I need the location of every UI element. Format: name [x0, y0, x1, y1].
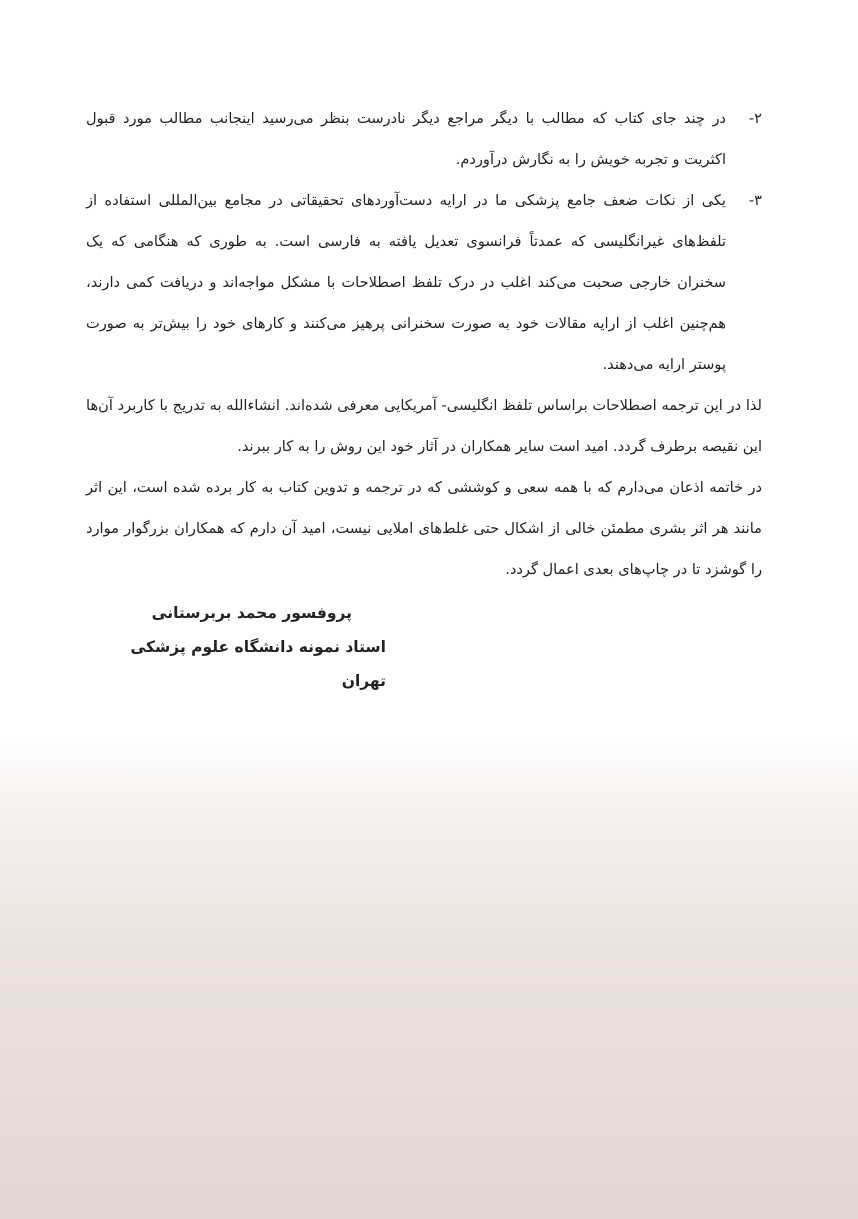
signature-title: استاد نمونه دانشگاه علوم پزشکی تهران — [130, 638, 386, 690]
list-item-number: ۲- — [748, 110, 762, 127]
signature-block — [126, 596, 386, 698]
paragraph: لذا در این ترجمه اصطلاحات براساس تلفظ انگلیسی- آمریکایی معرفی شده‌اند. انشاءالله به تدریج با کاربرد آن‌ها این نقیصه برطرف گردد. امید است سایر همکاران در آثار خود این روش را به کار ببرند. — [86, 397, 762, 455]
list-item-number: ۳- — [748, 192, 762, 209]
body-text — [86, 98, 762, 590]
list-item — [86, 180, 762, 385]
list-item — [86, 98, 762, 180]
paragraph: در خاتمه اذعان می‌دارم که با همه سعی و کوششی که در ترجمه و تدوین کتاب به کار برده شده است، این اثر مانند هر اثر بشری مطمئن خالی از اشکال حتی غلط‌های املایی نیست، امید آن دارم که همکاران بزرگوار موارد را گوشزد تا در چاپ‌های بعدی اعمال گردد. — [86, 479, 762, 578]
signature-name: پروفسور محمد بربرستانی — [151, 604, 352, 622]
list-item-text: یکی از نکات ضعف جامع پزشکی ما در ارایه دست‌آوردهای تحقیقاتی در مجامع بین‌المللی استفاده از تلفظ‌های غیرانگلیسی که عمدتاً فرانسوی تعدیل یافته به فارسی است. به طوری که هنگامی که یک سخنران خارجی صحبت می‌کند اغلب در درک تلفظ اصطلاحات با مشکل مواجه‌اند و دریافت کمی دارند، هم‌چنین اغلب از ارایه مقالات خود به صورت سخنرانی پرهیز می‌کنند و کارهای خود را بیش‌تر به صورت پوستر ارایه می‌دهند. — [86, 192, 726, 373]
list-item-text: در چند جای کتاب که مطالب با دیگر مراجع دیگر نادرست بنظر می‌رسید اینجانب مطالب مورد قبول اکثریت و تجربه خویش را به نگارش درآوردم. — [86, 110, 726, 168]
